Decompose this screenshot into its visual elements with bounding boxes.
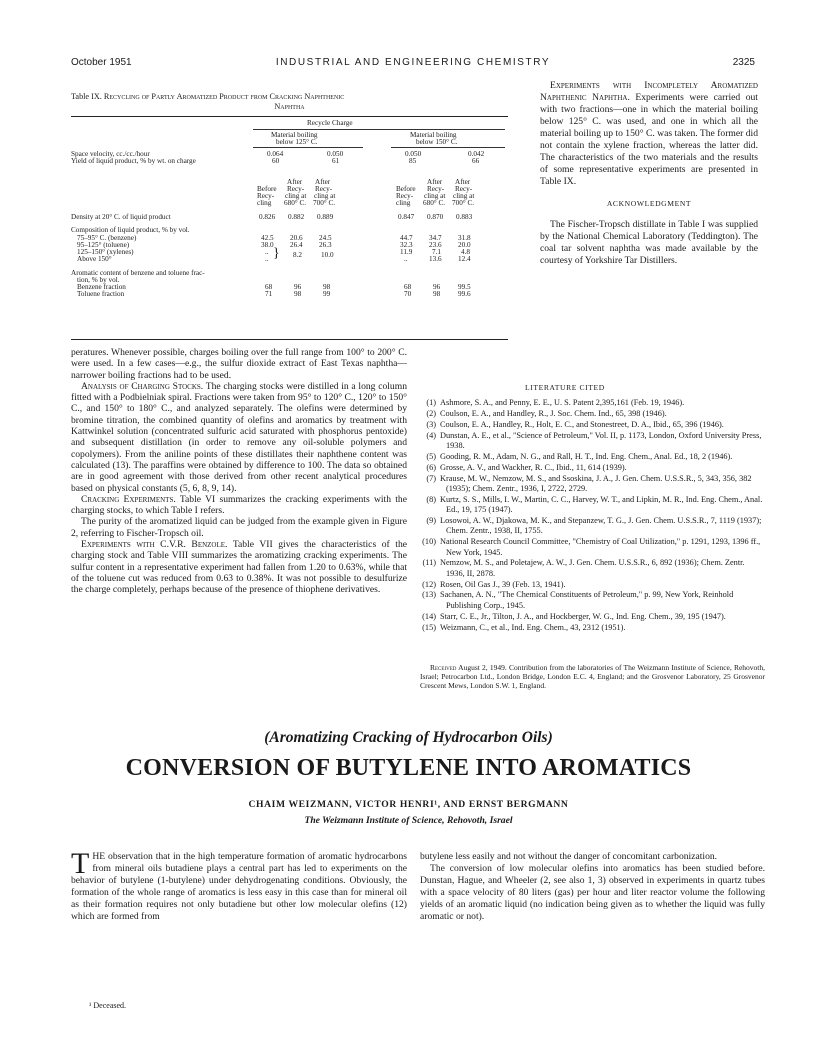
comp-val: 24.5 bbox=[319, 234, 332, 242]
paragraph: peratures. Whenever possible, charges boiling over the full range from 100° to 200° C. were used. In a few cases—e.g., the sulfur dioxide extract of East Texas naphtha—narrower boiling fractions had to be used. bbox=[71, 347, 407, 381]
reference-item bbox=[420, 558, 765, 579]
ref-number: (2) bbox=[426, 408, 436, 418]
density-val: 0.847 bbox=[398, 213, 415, 221]
comp-row-label: 75–95° C. (benzene) bbox=[77, 234, 137, 242]
reference-item bbox=[420, 612, 765, 622]
comp-val: 23.6 bbox=[429, 241, 442, 249]
ref-number: (1) bbox=[426, 398, 436, 407]
benz-val: 68 bbox=[404, 283, 412, 291]
sub-header: cling bbox=[257, 199, 272, 207]
ref-number: (6) bbox=[426, 462, 436, 472]
ref-text: Nemzow, M. S., and Poletajew, A. W., J. Gen. Chem. U.S.S.R., 6, 892 (1936); Chem. Zentr. 1936, II, 2878. bbox=[440, 558, 745, 578]
space-velocity-label: Space velocity, cc./cc./hour bbox=[71, 150, 150, 158]
ref-number: (8) bbox=[426, 494, 436, 504]
comp-val: 38.0 bbox=[261, 241, 274, 249]
ref-number: (4) bbox=[426, 430, 436, 440]
aromatic-label-2: tion, % by vol. bbox=[77, 276, 120, 284]
yield-val: 85 bbox=[409, 157, 417, 165]
reference-item bbox=[420, 590, 765, 611]
yield-val: 60 bbox=[272, 157, 280, 165]
received-note bbox=[420, 663, 765, 691]
table-ix bbox=[71, 92, 508, 340]
sub-header: Recy- bbox=[257, 192, 275, 200]
sub-header: Recy- bbox=[455, 185, 473, 193]
group2-header-b: below 150° C. bbox=[416, 138, 458, 146]
ref-text: Starr, C. E., Jr., Tilton, J. A., and Hockberger, W. G., Ind. Eng. Chem., 39, 195 (1947). bbox=[440, 611, 726, 621]
aromatic-label: Aromatic content of benzene and toluene frac- bbox=[71, 269, 205, 277]
yield-label: Yield of liquid product, % by wt. on charge bbox=[71, 157, 196, 165]
sub-header: Recy- bbox=[287, 185, 305, 193]
comp-val: 26.4 bbox=[290, 241, 303, 249]
sv-val: 0.050 bbox=[327, 150, 344, 158]
ref-number: (15) bbox=[422, 622, 436, 632]
table-title-line1: Recycling of Partly Aromatized Product from Cracking Naphthenic bbox=[103, 92, 345, 101]
received-text: August 2, 1949. Contribution from the laboratories of The Weizmann Institute of Science, Rehovoth, Israel; Petrocarbon Ltd., London Bridge, London E.C. 4, England; and the Grosvenor Laboratory, 25 Grosvenor Crescent Mews, London S.W. 1, England. bbox=[420, 663, 765, 691]
yield-val: 66 bbox=[472, 157, 480, 165]
sub-header: 700° C. bbox=[452, 199, 475, 207]
comp-row-label: Above 150° bbox=[77, 255, 112, 263]
comp-val: 32.3 bbox=[400, 241, 413, 249]
tol-val: 71 bbox=[265, 290, 273, 298]
benz-val: 96 bbox=[433, 283, 441, 291]
ref-text: Dunstan, A. E., et al., "Science of Petroleum," Vol. II, p. 1173, London, Oxford University Press, 1938. bbox=[440, 430, 762, 450]
comp-val: 4.8 bbox=[461, 248, 470, 256]
ref-number: (5) bbox=[426, 451, 436, 461]
paragraph: HE observation that in the high temperature formation of aromatic hydrocarbons from mineral oils butadiene plays a central part has led to experiments on the behavior of butylene (1-butylene) under dehydrogenating conditions. Obviously, the formation of the whole range of aromatics is less easy in this case than for mineral oil as their formation requires not only butadiene but other low molecular olefins (12) which are formed from bbox=[71, 851, 407, 922]
article-authors: CHAIM WEIZMANN, VICTOR HENRI¹, AND ERNST BERGMANN bbox=[248, 799, 569, 810]
ref-number: (9) bbox=[426, 516, 436, 526]
reference-item bbox=[420, 474, 765, 495]
sub-header: cling bbox=[396, 199, 411, 207]
sv-val: 0.042 bbox=[468, 150, 485, 158]
merged-val: 8.2 bbox=[293, 251, 302, 259]
benz-val: 99.5 bbox=[458, 283, 471, 291]
tol-val: 98 bbox=[294, 290, 302, 298]
ref-text: Rosen, Oil Gas J., 39 (Feb. 13, 1941). bbox=[440, 579, 566, 589]
sub-header: Recy- bbox=[315, 185, 333, 193]
comp-val: 11.9 bbox=[400, 248, 413, 256]
ref-number: (11) bbox=[422, 558, 436, 568]
sub-header: After bbox=[315, 178, 331, 186]
ref-text: Weizmann, C., et al., Ind. Eng. Chem., 43, 2312 (1951). bbox=[440, 622, 626, 632]
reference-item bbox=[420, 431, 765, 452]
reference-item bbox=[420, 452, 765, 462]
tol-val: 98 bbox=[433, 290, 441, 298]
comp-val: 31.8 bbox=[458, 234, 471, 242]
right-column-top bbox=[540, 80, 758, 267]
sv-val: 0.050 bbox=[405, 150, 422, 158]
literature-heading: LITERATURE CITED bbox=[525, 383, 605, 392]
ref-number: (13) bbox=[422, 590, 436, 600]
ref-text: Sachanen, A. N., "The Chemical Constituents of Petroleum," p. 99, New York, Reinhold Publishing Corp., 1945. bbox=[440, 590, 734, 610]
ref-text: Krause, M. W., Nemzow, M. S., and Ssoskina, J. A., J. Gen. Chem. U.S.S.R., 5, 343, 356, 382 (1935); Chem. Zentr., 1936, I, 2722, 2729. bbox=[440, 473, 752, 493]
comp-val: 20.0 bbox=[458, 241, 471, 249]
comp-val: 26.3 bbox=[319, 241, 332, 249]
benzene-label: Benzene fraction bbox=[77, 283, 126, 291]
ref-number: (7) bbox=[426, 473, 436, 483]
comp-row-label: 95–125° (toluene) bbox=[77, 241, 130, 249]
sub-header: 680° C. bbox=[284, 199, 307, 207]
comp-val: 7.1 bbox=[432, 248, 441, 256]
tol-val: 99 bbox=[323, 290, 331, 298]
run-in-heading: Analysis of Charging Stocks. bbox=[81, 380, 204, 392]
sub-header: cling at bbox=[453, 192, 475, 200]
run-in-heading: Experiments with C.V.R. Benzole. bbox=[81, 539, 228, 551]
ref-text: Coulson, E. A., and Handley, R., J. Soc. Chem. Ind., 65, 398 (1946). bbox=[440, 408, 667, 418]
sub-header: After bbox=[455, 178, 471, 186]
comp-val: .. bbox=[265, 255, 269, 263]
benz-val: 98 bbox=[323, 283, 331, 291]
article-right-column bbox=[420, 851, 765, 923]
paragraph: The purity of the aromatized liquid can be judged from the example given in Figure 2, referring to Fischer-Tropsch oil. bbox=[71, 516, 407, 539]
ref-number: (3) bbox=[426, 419, 436, 429]
reference-item bbox=[420, 580, 765, 590]
toluene-label: Toluene fraction bbox=[77, 290, 125, 298]
tol-val: 99.6 bbox=[458, 290, 471, 298]
sub-header: cling at bbox=[285, 192, 307, 200]
brace: } bbox=[273, 246, 280, 261]
yield-val: 61 bbox=[332, 157, 340, 165]
merged-val: 10.0 bbox=[321, 251, 334, 259]
ref-number: (10) bbox=[422, 537, 436, 547]
sub-header: cling at bbox=[424, 192, 446, 200]
comp-val: 44.7 bbox=[400, 234, 413, 242]
comp-val: 13.6 bbox=[429, 255, 442, 263]
sub-header: Before bbox=[257, 185, 277, 193]
sv-val: 0.064 bbox=[267, 150, 284, 158]
benz-val: 68 bbox=[265, 283, 273, 291]
acknowledgment-heading: ACKNOWLEDGMENT bbox=[606, 199, 692, 208]
ref-text: Gooding, R. M., Adam, N. G., and Rall, H. T., Ind. Eng. Chem., Anal. Ed., 18, 2 (1946). bbox=[440, 451, 733, 461]
table-label: Table IX. bbox=[71, 92, 102, 101]
running-head bbox=[71, 57, 755, 71]
density-label: Density at 20° C. of liquid product bbox=[71, 213, 171, 221]
ref-text: Kurtz, S. S., Mills, I. W., Martin, C. C., Harvey, W. T., and Lipkin, M. R., Ind. Eng. Chem., Anal. Ed., 19, 175 (1947). bbox=[440, 494, 763, 515]
article-title: CONVERSION OF BUTYLENE INTO AROMATICS bbox=[125, 755, 692, 781]
reference-item bbox=[420, 463, 765, 473]
ref-text: Grosse, A. V., and Wackher, R. C., Ibid., 11, 614 (1939). bbox=[440, 462, 627, 472]
section-text-incompletely: Experiments were carried out with two fractions—one in which the material boiling below 125° C. was used, and one in which all the material boiling up to 150° C. was taken. The former did not contain the xylene fraction, whereas the latter did. The characteristics of the two materials and the results of some representative experiments are presented in Table IX. bbox=[540, 92, 758, 187]
article-subtitle: (Aromatizing Cracking of Hydrocarbon Oils) bbox=[264, 729, 553, 746]
sub-header: 700° C. bbox=[313, 199, 336, 207]
issue-date: October 1951 bbox=[71, 57, 132, 68]
composition-label: Composition of liquid product, % by vol. bbox=[71, 226, 190, 234]
table-title-line2: Naphtha bbox=[274, 102, 305, 111]
reference-item bbox=[420, 420, 765, 430]
group2-header: Material boiling bbox=[410, 131, 457, 139]
density-val: 0.882 bbox=[288, 213, 305, 221]
paragraph: Table VII gives the characteristics of the charging stock and Table VIII summarizes the aromatizing cracking experiments. The sulfur content in a representative experiment had fallen from 1.20 to 0.63%, while that of the toluene cut was reduced from 0.63 to 0.38%. It was not possible to desulfurize the charge completely, perhaps because of the presence of thiophene derivatives. bbox=[71, 539, 407, 596]
table-caption bbox=[71, 92, 508, 112]
reference-item bbox=[420, 398, 765, 408]
sub-header: Recy- bbox=[427, 185, 445, 193]
reference-item bbox=[420, 495, 765, 516]
paragraph: The conversion of low molecular olefins into aromatics has been studied before. Dunstan, Hague, and Wheeler (2, see also 1, 3) observed in experiments in quartz tubes with a space velocity of 80 liters (gas) per hour and liter reactor volume the following yields of an aromatic liquid (no indication being given as to whether the liquid was fully aromatic or not). bbox=[420, 863, 765, 922]
ref-number: (12) bbox=[422, 579, 436, 589]
sub-header: cling at bbox=[314, 192, 336, 200]
ref-text: Coulson, E. A., Handley, R., Holt, E. C., and Stonestreet, D. A., Ibid., 65, 396 (1946). bbox=[440, 419, 724, 429]
ref-text: National Research Council Committee, "Chemistry of Coal Utilization," p. 1291, 1293, 1396 ff., New York, 1945. bbox=[440, 537, 761, 557]
benz-val: 96 bbox=[294, 283, 302, 291]
sub-header: After bbox=[427, 178, 443, 186]
table-body bbox=[71, 116, 508, 340]
comp-val: .. bbox=[265, 248, 269, 256]
literature-list bbox=[420, 398, 765, 633]
journal-name: INDUSTRIAL AND ENGINEERING CHEMISTRY bbox=[275, 57, 551, 68]
comp-val: 12.4 bbox=[458, 255, 471, 263]
group1-header-b: below 125° C. bbox=[276, 138, 318, 146]
left-body-text bbox=[71, 347, 407, 596]
section-heading-incompletely: Experiments with Incompletely Aromatized Naphthenic Naphtha. bbox=[540, 80, 758, 103]
ref-text: Losowoi, A. W., Djakowa, M. K., and Stepanzew, T. G., J. Gen. Chem. U.S.S.R., 7, 1119 (1937); Chem. Zentr., 1938, II, 1755. bbox=[440, 516, 762, 536]
sub-header: 680° C. bbox=[423, 199, 446, 207]
page-number: 2325 bbox=[732, 57, 755, 68]
paragraph: Table VI summarizes the cracking experiments with the charging stocks, to which Table I refers. bbox=[71, 493, 407, 517]
ref-number: (14) bbox=[422, 611, 436, 621]
group1-header: Material boiling bbox=[271, 131, 318, 139]
paragraph: The charging stocks were distilled in a long column fitted with a Podbielniak spiral. Fractions were taken from 95° to 120° C., 120° to 150° C., and 150° to 180° C., and analyzed separately. The olefins were determined by bromine titration, the combined quantity of olefins and aromatics by treatment with Kattwinkel solution (concentrated sulfuric acid saturated with phosphorus pentoxide) and subsequent distillation (in order to remove any oil-soluble polymers and copolymers). From the aniline points of these distillates their naphthene content was calculated (13). The paraffins were obtained by difference to 100. The data so obtained are in good agreement with those derived from other recent analytical procedures based on physical constants (5, 6, 8, 9, 14). bbox=[71, 380, 407, 494]
footnote: ¹ Deceased. bbox=[89, 1001, 127, 1010]
density-val: 0.870 bbox=[427, 213, 444, 221]
sub-header: Before bbox=[396, 185, 416, 193]
acknowledgment-text: The Fischer-Tropsch distillate in Table I was supplied by the National Chemical Laboratory (Teddington). The coal tar solvent naphtha was made available by the courtesy of Yorkshire Tar Distillers. bbox=[540, 219, 758, 266]
comp-val: .. bbox=[404, 255, 408, 263]
reference-item bbox=[420, 537, 765, 558]
density-val: 0.883 bbox=[456, 213, 473, 221]
run-in-heading: Cracking Experiments. bbox=[81, 493, 176, 505]
article-institution: The Weizmann Institute of Science, Rehovoth, Israel bbox=[304, 815, 513, 826]
ref-text: Ashmore, S. A., and Penny, E. E., U. S. Patent 2,395,161 (Feb. 19, 1946). bbox=[440, 398, 685, 407]
recycle-charge-header: Recycle Charge bbox=[307, 119, 353, 127]
comp-row-label: 125–150° (xylenes) bbox=[77, 248, 134, 256]
sub-header: After bbox=[287, 178, 303, 186]
density-val: 0.889 bbox=[317, 213, 334, 221]
article-left-column bbox=[71, 847, 407, 923]
reference-item bbox=[420, 516, 765, 537]
comp-val: 34.7 bbox=[429, 234, 442, 242]
sub-header: Recy- bbox=[396, 192, 414, 200]
comp-val: 42.5 bbox=[261, 234, 274, 242]
tol-val: 70 bbox=[404, 290, 412, 298]
density-val: 0.826 bbox=[259, 213, 276, 221]
comp-val: 20.6 bbox=[290, 234, 303, 242]
reference-item bbox=[420, 409, 765, 419]
received-label: Received bbox=[430, 663, 457, 672]
paragraph: butylene less easily and not without the danger of concomitant carbonization. bbox=[420, 851, 718, 862]
reference-item bbox=[420, 623, 765, 633]
drop-cap: T bbox=[71, 847, 90, 880]
